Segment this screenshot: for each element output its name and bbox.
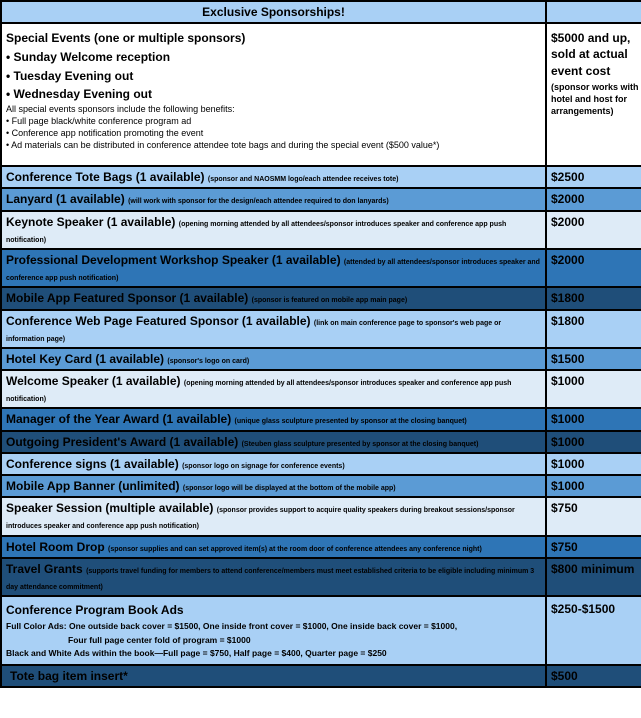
row-desc: [1, 188, 546, 210]
row-desc: [1, 310, 546, 348]
row-note: (opening morning attended by all attendees/sponsor introduces speaker and conference app push notification): [6, 220, 507, 244]
event-item: • Tuesday Evening out: [6, 68, 134, 83]
row-desc: [1, 475, 546, 497]
event-item: • Wednesday Evening out: [6, 86, 153, 101]
row-note: (supports travel funding for members to attend conference/members must meet established criteria to be eligible including minimum 3 day attendance commitment): [6, 567, 535, 591]
row-title: Speaker Session (multiple available): [6, 501, 214, 516]
tote-insert-price: $500: [546, 665, 641, 687]
row-price: $1800: [546, 287, 641, 309]
table-row: [1, 536, 641, 558]
table-row: [1, 211, 641, 249]
program-ads-title: Conference Program Book Ads: [6, 603, 184, 618]
row-title: Outgoing President's Award (1 available): [6, 434, 239, 449]
program-ads-cell: [1, 596, 546, 665]
table-row: [1, 497, 641, 535]
row-title: Travel Grants: [6, 561, 83, 576]
table-header-row: [1, 1, 641, 23]
special-events-price: $5000 and up, sold at actual event cost: [551, 31, 631, 78]
row-title: Conference Web Page Featured Sponsor (1 available): [6, 313, 311, 328]
special-events-title: Special Events (one or multiple sponsors): [6, 31, 246, 46]
event-item: • Sunday Welcome reception: [6, 50, 171, 65]
table-row: [1, 287, 641, 309]
table-row: [1, 408, 641, 430]
row-note: (sponsor and NAOSMM logo/each attendee receives tote): [207, 176, 399, 184]
program-ads-row: [1, 596, 641, 665]
row-title: Welcome Speaker (1 available): [6, 374, 181, 389]
table-row: [1, 453, 641, 475]
tote-insert-title: Tote bag item insert*: [1, 665, 546, 687]
row-title: Hotel Room Drop: [6, 539, 105, 554]
row-price: $1000: [546, 431, 641, 453]
table-row: [1, 431, 641, 453]
row-desc: [1, 431, 546, 453]
row-note: (sponsor logo will be displayed at the bottom of the mobile app): [182, 485, 396, 492]
row-desc: [1, 166, 546, 188]
row-desc: [1, 453, 546, 475]
special-events-cell: [1, 23, 546, 166]
benefit-item: • Conference app notification promoting the event: [6, 128, 204, 139]
row-price: $1000: [546, 475, 641, 497]
special-events-price-cell: [546, 23, 641, 166]
table-row: [1, 558, 641, 596]
program-ads-price: $250-$1500: [546, 596, 641, 665]
row-title: Lanyard (1 available): [6, 192, 125, 207]
special-events-price-note: (sponsor works with hotel and host for arrangements): [551, 81, 639, 117]
table-row: [1, 249, 641, 287]
row-desc: [1, 211, 546, 249]
header-price-cell: [546, 1, 641, 23]
row-note: (sponsor provides support to acquire quality speakers during breakout sessions/sponsor introduces speaker and conference app push notification): [6, 507, 515, 531]
row-title: Keynote Speaker (1 available): [6, 214, 176, 229]
row-note: (sponsor supplies and can set approved item(s) at the room door of conference attendees any conference night): [108, 545, 482, 553]
row-note: (unique glass sculpture presented by sponsor at the closing banquet): [234, 418, 467, 426]
row-title: Conference signs (1 available): [6, 456, 179, 471]
row-price: $750: [546, 497, 641, 535]
tote-insert-row: [1, 665, 641, 687]
row-desc: [1, 558, 546, 596]
row-price: $2000: [546, 249, 641, 287]
benefits-intro: All special events sponsors include the following benefits:: [6, 103, 235, 114]
row-desc: [1, 536, 546, 558]
row-note: (sponsor is featured on mobile app main page): [251, 297, 408, 305]
row-price: $750: [546, 536, 641, 558]
table-row: [1, 370, 641, 408]
row-desc: [1, 249, 546, 287]
benefit-item: • Ad materials can be distributed in conference attendee tote bags and during the special event ($500 value*): [6, 140, 440, 151]
table-row: [1, 475, 641, 497]
row-price: $2000: [546, 188, 641, 210]
table-row: [1, 310, 641, 348]
row-title: Professional Development Workshop Speaker (1 available): [6, 252, 341, 267]
table-row: [1, 166, 641, 188]
row-price: $1500: [546, 348, 641, 370]
row-title: Mobile App Banner (unlimited): [6, 479, 180, 493]
program-ads-line: Full Color Ads: One outside back cover = $1500, One inside front cover = $1000, One inside back cover = $1000,: [6, 621, 458, 632]
program-ads-line: Black and White Ads within the book—Full page = $750, Half page = $400, Quarter page = $250: [6, 648, 387, 659]
row-desc: [1, 370, 546, 408]
row-price: $800 minimum: [546, 558, 641, 596]
row-note: (sponsor logo on signage for conference events): [182, 462, 345, 470]
special-events-row: [1, 23, 641, 166]
row-title: Mobile App Featured Sponsor (1 available): [6, 291, 249, 306]
table-row: [1, 348, 641, 370]
row-desc: [1, 497, 546, 535]
row-title: Manager of the Year Award (1 available): [6, 412, 232, 427]
row-note: (opening morning attended by all attendees/sponsor introduces speaker and conference app push notification): [6, 380, 512, 404]
row-note: (link on main conference page to sponsor's web page or information page): [6, 319, 502, 343]
row-price: $1000: [546, 370, 641, 408]
row-price: $1000: [546, 453, 641, 475]
row-note: (attended by all attendees/sponsor introduces speaker and conference app push notification): [6, 258, 540, 283]
row-desc: [1, 287, 546, 309]
benefit-item: • Full page black/white conference program ad: [6, 116, 192, 127]
row-title: Conference Tote Bags (1 available): [6, 170, 205, 185]
row-note: (sponsor's logo on card): [167, 357, 250, 365]
row-price: $2000: [546, 211, 641, 249]
row-desc: [1, 348, 546, 370]
row-desc: [1, 408, 546, 430]
row-note: (Steuben glass sculpture presented by sponsor at the closing banquet): [241, 440, 479, 448]
program-ads-line: Four full page center fold of program = $1000: [68, 634, 251, 645]
row-price: $1000: [546, 408, 641, 430]
row-note: (will work with sponsor for the design/each attendee required to don lanyards): [128, 198, 389, 206]
row-title: Hotel Key Card (1 available): [6, 351, 165, 366]
row-price: $1800: [546, 310, 641, 348]
row-price: $2500: [546, 166, 641, 188]
table-title: Exclusive Sponsorships!: [1, 1, 546, 23]
table-row: [1, 188, 641, 210]
